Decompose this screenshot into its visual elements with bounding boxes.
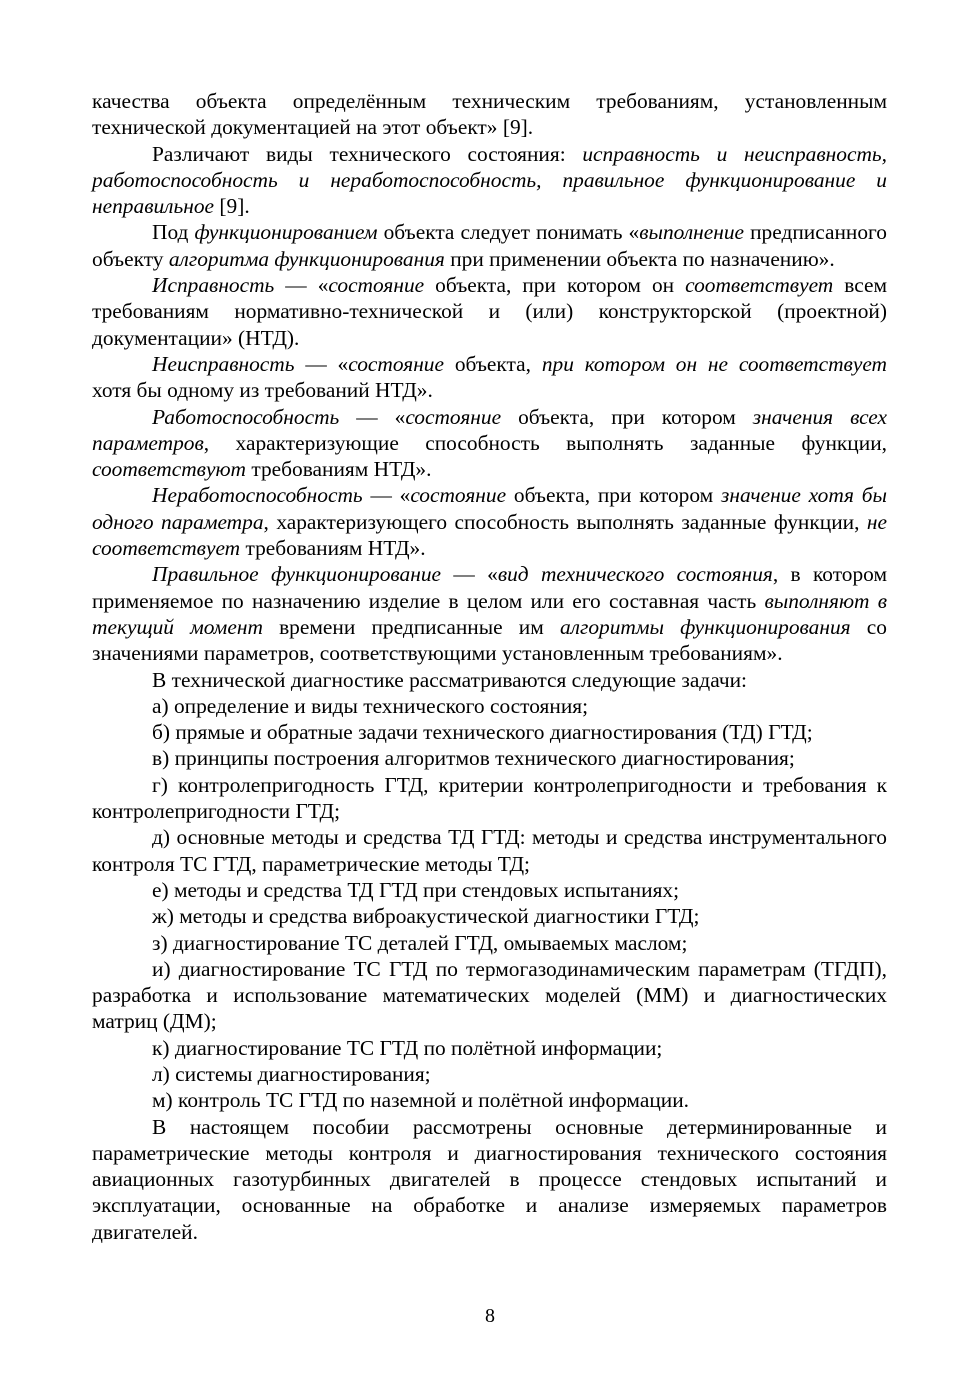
text-run: предписанного объекту: [92, 220, 887, 271]
paragraph: [92, 272, 887, 351]
italic-term: значения всех параметров: [92, 404, 888, 455]
paragraph: [92, 141, 887, 220]
paragraph: [92, 1035, 887, 1061]
paragraph: [92, 1061, 887, 1087]
paragraph: [92, 719, 887, 745]
paragraph: [92, 482, 887, 561]
text-run: объекта, при котором: [501, 404, 753, 429]
text-run: , в котором применяемое по назначению изделие в целом или его составная часть: [92, 562, 887, 613]
text-run: — «: [441, 562, 498, 587]
text-run: объекта следует понимать «: [377, 220, 640, 245]
italic-term: состояние: [405, 404, 502, 429]
text-run: д) основные методы и средства ТД ГТД: методы и средства инструментального контроля ТС ГТД, параметрические методы ТД;: [92, 825, 887, 876]
paragraph: [92, 956, 887, 1035]
paragraph: [92, 930, 887, 956]
italic-term: состояние: [410, 483, 507, 508]
paragraph: [92, 1114, 887, 1245]
italic-term: алгоритмы функционирования: [559, 614, 851, 639]
text-run: всем требованиям нормативно-технической и (или) конструкторской (проектной) документации» (НТД).: [92, 273, 888, 350]
page-body: [92, 88, 887, 1245]
text-run: а) определение и виды технического состояния;: [152, 693, 589, 718]
italic-term: функционированием: [194, 220, 378, 245]
italic-term: Работоспособность: [152, 404, 340, 429]
text-run: — «: [362, 483, 411, 508]
text-run: , характеризующего способность выполнять заданные функции,: [263, 509, 867, 534]
paragraph: [92, 88, 887, 141]
text-run: времени предписанные им: [262, 614, 560, 639]
paragraph: [92, 824, 887, 877]
text-run: л) системы диагностирования;: [152, 1061, 431, 1086]
text-run: объекта,: [444, 351, 542, 376]
italic-term: Правильное функционирование: [152, 562, 442, 587]
italic-term: состояние: [348, 351, 444, 376]
paragraph: [92, 745, 887, 771]
italic-term: исправность и неисправность, работоспособность и неработоспособность, правильное функционирование и неправильное: [92, 141, 887, 219]
text-run: со значениями параметров, соответствующими установленным требованиям».: [92, 614, 887, 666]
italic-term: вид технического состояния: [497, 562, 773, 587]
text-run: в) принципы построения алгоритмов технического диагностирования;: [152, 746, 795, 771]
text-run: объекта, при котором: [506, 483, 721, 508]
paragraph: [92, 351, 887, 404]
text-run: к) диагностирование ТС ГТД по полётной информации;: [152, 1035, 663, 1060]
text-run: В технической диагностике рассматриваются следующие задачи:: [152, 667, 747, 692]
paragraph: [92, 1087, 887, 1113]
text-run: ж) методы и средства виброакустической диагностики ГТД;: [152, 904, 700, 929]
paragraph: [92, 877, 887, 903]
text-run: Различают виды технического состояния:: [152, 141, 583, 166]
text-run: В настоящем пособии рассмотрены основные детерминированные и параметрические методы контроля и диагностирования технического состояния авиационных газотурбинных двигателей в процессе стендовых испытаний и эксплуатации, основанные на обработке и анализе измеряемых параметров двигателей.: [92, 1114, 887, 1244]
paragraph: [92, 903, 887, 929]
paragraph: [92, 561, 887, 666]
text-run: качества объекта определённым техническим требованиям, установленным технической документацией на этот объект» [9].: [92, 89, 887, 140]
text-run: при применении объекта по назначению».: [444, 246, 835, 271]
italic-term: при котором он не соответствует: [541, 351, 887, 376]
italic-term: соответствуют: [92, 457, 246, 482]
italic-term: значение хотя бы одного параметра: [92, 483, 887, 534]
page-number: 8: [485, 1305, 495, 1327]
italic-term: алгоритма функционирования: [168, 246, 445, 271]
text-run: м) контроль ТС ГТД по наземной и полётной информации.: [152, 1088, 690, 1113]
paragraph: [92, 693, 887, 719]
text-run: требованиям НТД».: [240, 536, 426, 561]
paragraph: [92, 772, 887, 825]
text-run: хотя бы одному из требований НТД».: [92, 378, 433, 403]
text-run: [9].: [214, 194, 250, 219]
text-run: , характеризующие способность выполнять заданные функции,: [203, 430, 887, 455]
italic-term: Исправность: [152, 273, 275, 298]
italic-term: состояние: [328, 273, 425, 298]
text-run: з) диагностирование ТС деталей ГТД, омываемых маслом;: [152, 930, 688, 955]
italic-term: выполняют в текущий момент: [92, 588, 888, 639]
text-run: и) диагностирование ТС ГТД по термогазодинамическим параметрам (ТГДП), разработка и использование математических моделей (ММ) и диагностических матриц (ДМ);: [92, 956, 887, 1034]
text-run: объекта, при котором он: [424, 273, 686, 298]
paragraph: [92, 404, 887, 483]
text-run: — «: [274, 273, 329, 298]
italic-term: соответствует: [685, 273, 834, 298]
italic-term: Неисправность: [152, 351, 295, 376]
italic-term: выполнение: [639, 220, 745, 245]
italic-term: не соответствует: [92, 509, 887, 561]
text-run: е) методы и средства ТД ГТД при стендовых испытаниях;: [152, 877, 680, 902]
text-run: — «: [294, 351, 349, 376]
text-run: — «: [339, 404, 406, 429]
text-run: Под: [152, 220, 195, 245]
paragraph: [92, 219, 887, 272]
text-run: б) прямые и обратные задачи технического диагностирования (ТД) ГТД;: [152, 720, 813, 745]
text-run: г) контролепригодность ГТД, критерии контролепригодности и требования к контролепригодности ГТД;: [92, 772, 887, 824]
text-run: требованиям НТД».: [246, 457, 432, 482]
italic-term: Неработоспособность: [152, 483, 363, 508]
paragraph: [92, 667, 887, 693]
